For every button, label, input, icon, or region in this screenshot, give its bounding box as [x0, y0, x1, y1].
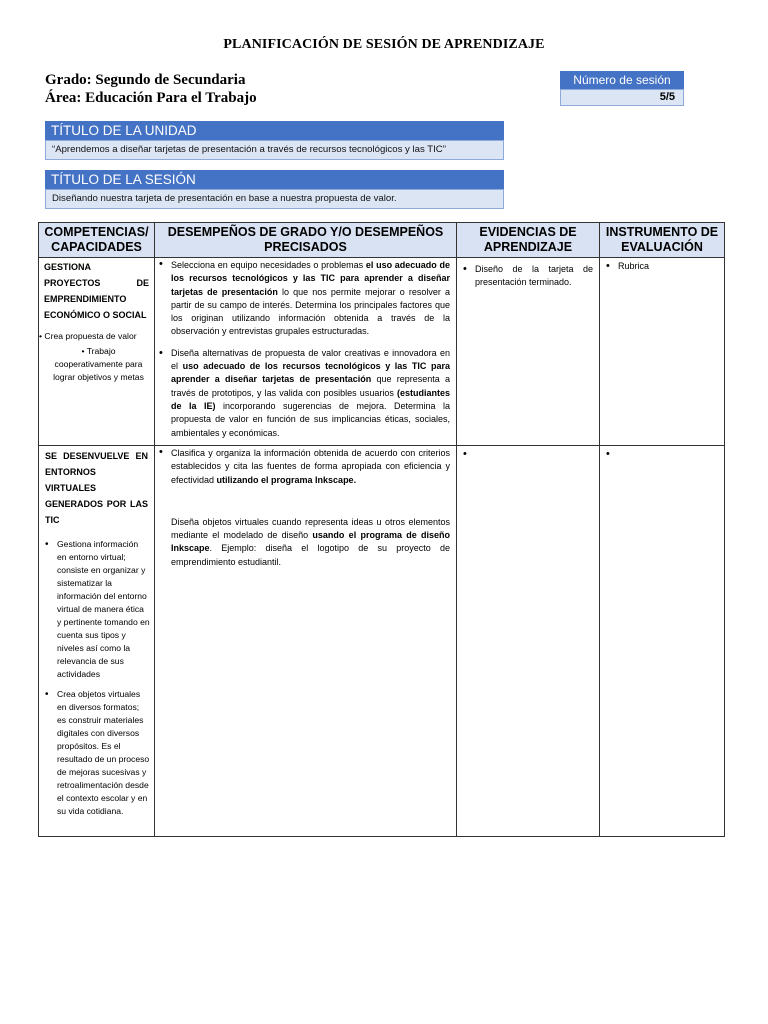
- session-number-label: Número de sesión: [560, 71, 684, 89]
- capacity-item: • Crea objetos virtuales en diversos formatos; es construir materiales digitales con diversos propósitos. Es el resultado de un proceso de mejoras sucesivas y retroalimentación desde el contexto escolar y en su vida cotidiana.: [43, 688, 150, 818]
- planning-table: [38, 222, 725, 837]
- session-number-value: 5/5: [560, 89, 684, 106]
- table-header-row: [39, 223, 725, 258]
- competency-title: GESTIONA PROYECTOS DE EMPRENDIMIENTO ECONÓMICO O SOCIAL: [44, 262, 149, 320]
- performance-cell: [155, 258, 457, 446]
- evidence-cell: [457, 258, 600, 446]
- session-title-text: Diseñando nuestra tarjeta de presentación en base a nuestra propuesta de valor.: [45, 189, 504, 209]
- bullet-icon: •: [81, 346, 87, 356]
- header-competencias: COMPETENCIAS/ CAPACIDADES: [39, 223, 155, 258]
- evidence-item: • Diseño de la tarjeta de presentación terminado.: [463, 263, 593, 290]
- header-desempenos: DESEMPEÑOS DE GRADO Y/O DESEMPEÑOS PRECISADOS: [155, 223, 457, 258]
- performance-item: • Diseña alternativas de propuesta de valor creativas e innovadora en el uso adecuado de los recursos tecnológicos y las TIC para aprender a diseñar tarjetas de presentación que representa a través de prototipos, y las valida con posibles usuarios (estudiantes de la IE) incorporando sugerencias de mejora. Determina la propuesta de valor en función de sus implicancias éticas, sociales, ambientales y económicas.: [155, 347, 456, 440]
- instrument-item: [606, 448, 718, 462]
- grado-label: Grado: Segundo de Secundaria: [45, 72, 246, 88]
- performance-item: • Selecciona en equipo necesidades o problemas el uso adecuado de los recursos tecnológicos y las TIC para aprender a diseñar tarjetas de presentación lo que nos permite mejorar o resolver a partir de su campo de interés. Determina los principales factores que los originan utilizando información obtenida a través de la observación y entrevistas grupales estructuradas.: [155, 258, 456, 339]
- instrument-cell: [600, 258, 725, 446]
- session-title-block: [45, 170, 504, 209]
- table-row: [39, 258, 725, 446]
- competency-cell: [39, 258, 155, 446]
- capacity-item: • Trabajo cooperativamente para lograr objetivos y metas: [53, 346, 144, 382]
- instrument-cell: [600, 446, 725, 837]
- competency-title: SE DESENVUELVE EN ENTORNOS VIRTUALES GENERADOS POR LAS TIC: [45, 451, 148, 525]
- table-row: [39, 446, 725, 837]
- unit-title-heading: TÍTULO DE LA UNIDAD: [45, 121, 504, 140]
- unit-title-text: “Aprendemos a diseñar tarjetas de presentación a través de recursos tecnológicos y las TIC”: [45, 140, 504, 160]
- session-title-heading: TÍTULO DE LA SESIÓN: [45, 170, 504, 189]
- header-instrumento: INSTRUMENTO DE EVALUACIÓN: [600, 223, 725, 258]
- capacity-item: • Crea propuesta de valor: [39, 331, 137, 341]
- document-title: PLANIFICACIÓN DE SESIÓN DE APRENDIZAJE: [223, 37, 545, 52]
- unit-title-block: [45, 121, 504, 160]
- capacity-item: • Gestiona información en entorno virtual; consiste en organizar y sistematizar la información del entorno virtual de manera ética y pertinente tomando en cuenta sus tipos y niveles así como la relevancia de sus actividades: [43, 538, 150, 681]
- performance-paragraph: Diseña objetos virtuales cuando representa ideas u otros elementos mediante el modelado de diseño usando el programa de diseño Inkscape. Ejemplo: diseña el logotipo de su proyecto de emprendimiento estudiantil.: [171, 516, 451, 567]
- bullet-icon: •: [39, 331, 45, 341]
- session-number-box: [560, 71, 684, 106]
- evidence-item: [463, 448, 593, 462]
- instrument-item: • Rubrica: [606, 260, 718, 273]
- area-label: Área: Educación Para el Trabajo: [45, 90, 257, 106]
- performance-item: • Clasifica y organiza la información obtenida de acuerdo con criterios establecidos y cita las fuentes de forma apropiada con eficiencia y efectividad utilizando el programa Inkscape.: [155, 446, 456, 487]
- competency-cell: [39, 446, 155, 837]
- evidence-cell: [457, 446, 600, 837]
- performance-cell: [155, 446, 457, 837]
- header-evidencias: EVIDENCIAS DE APRENDIZAJE: [457, 223, 600, 258]
